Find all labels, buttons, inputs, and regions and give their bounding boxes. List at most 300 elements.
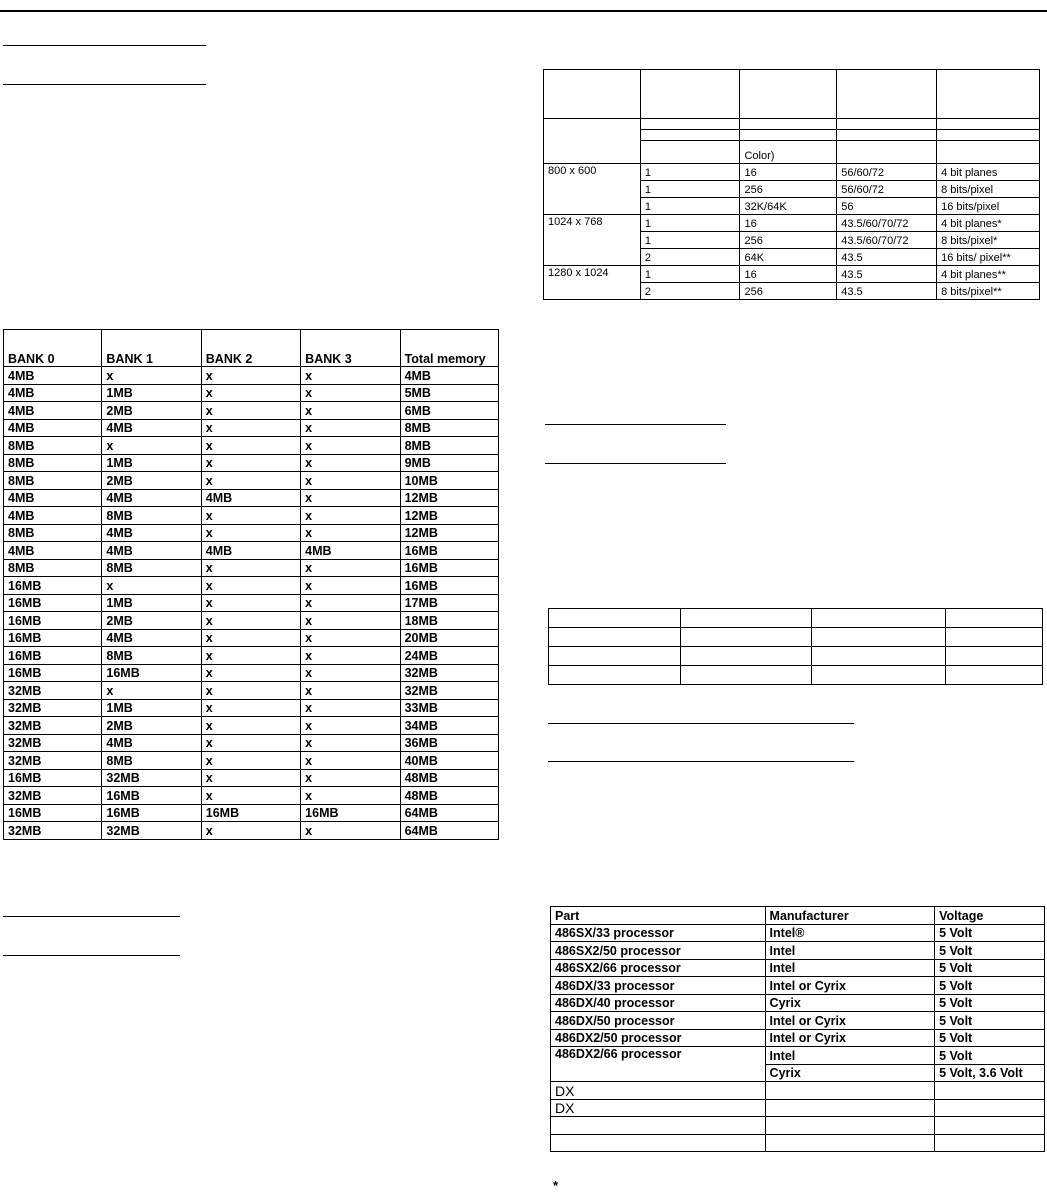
heading-underline	[3, 955, 180, 956]
table-row	[4, 822, 499, 840]
heading-underline	[545, 424, 726, 425]
table-cell: 4 bit planes*	[937, 215, 1040, 232]
color-note: Color)	[740, 141, 837, 164]
table-cell: x	[201, 822, 300, 840]
column-header: Total memory	[400, 330, 498, 367]
table-cell	[640, 130, 740, 141]
table-cell	[740, 70, 837, 119]
table-row	[4, 664, 499, 682]
table-cell: Intel or Cyrix	[765, 1012, 935, 1030]
table-cell: 16MB	[400, 542, 498, 560]
table-cell: x	[301, 769, 400, 787]
table-cell: x	[301, 489, 400, 507]
table-cell: 5 Volt, 3.6 Volt	[935, 1064, 1045, 1082]
table-cell: x	[201, 717, 300, 735]
table-cell: 486SX2/66 processor	[551, 959, 766, 977]
table-cell: 5 Volt	[935, 959, 1045, 977]
table-cell: Intel	[765, 942, 935, 960]
table-cell: 16MB	[301, 804, 400, 822]
table-row	[544, 215, 1040, 232]
table-cell: x	[201, 594, 300, 612]
table-cell: x	[201, 577, 300, 595]
table-cell: x	[201, 419, 300, 437]
table-cell	[549, 628, 681, 647]
table-cell: 32MB	[4, 822, 102, 840]
table-cell: 4MB	[301, 542, 400, 560]
table-cell: 5 Volt	[935, 942, 1045, 960]
table-cell: 32MB	[4, 787, 102, 805]
table-cell: x	[301, 454, 400, 472]
table-cell: x	[201, 559, 300, 577]
table-row	[4, 717, 499, 735]
table-cell: 24MB	[400, 647, 498, 665]
table-cell: 43.5/60/70/72	[837, 232, 937, 249]
table-cell	[837, 119, 937, 130]
table-cell: 16	[740, 266, 837, 283]
table-cell	[946, 609, 1043, 628]
column-header: BANK 1	[102, 330, 201, 367]
table-cell: x	[301, 752, 400, 770]
table-cell	[935, 1099, 1045, 1117]
table-cell: x	[301, 682, 400, 700]
table-row	[544, 164, 1040, 181]
table-cell	[937, 141, 1040, 164]
table-cell: x	[201, 647, 300, 665]
table-cell: 16MB	[400, 559, 498, 577]
table-cell: 4 bit planes	[937, 164, 1040, 181]
table-cell: 256	[740, 181, 837, 198]
table-cell: 18MB	[400, 612, 498, 630]
table-cell: 16	[740, 215, 837, 232]
table-cell: x	[301, 717, 400, 735]
table-cell: 486DX/33 processor	[551, 977, 766, 995]
table-cell: 43.5	[837, 249, 937, 266]
table-cell: x	[301, 647, 400, 665]
table-cell: x	[201, 524, 300, 542]
table-cell: 32MB	[4, 699, 102, 717]
table-cell: 6MB	[400, 402, 498, 420]
table-cell: x	[301, 664, 400, 682]
table-cell	[680, 628, 812, 647]
resolution-cell: 1024 x 768	[544, 215, 641, 266]
table-cell	[837, 141, 937, 164]
table-cell	[640, 119, 740, 130]
table-row	[4, 472, 499, 490]
table-cell: 1MB	[102, 454, 201, 472]
table-row	[4, 734, 499, 752]
table-cell: x	[301, 472, 400, 490]
table-cell: 40MB	[400, 752, 498, 770]
table-cell	[946, 628, 1043, 647]
table-cell: 64MB	[400, 804, 498, 822]
table-cell: 1MB	[102, 699, 201, 717]
table-cell	[549, 609, 681, 628]
table-cell: 4MB	[4, 402, 102, 420]
table-cell: 256	[740, 232, 837, 249]
table-cell: x	[301, 577, 400, 595]
table-cell: Cyrix	[765, 1064, 935, 1082]
table-row	[4, 769, 499, 787]
table-cell: 16 bits/ pixel**	[937, 249, 1040, 266]
table-cell	[935, 1134, 1045, 1152]
table-cell: 4MB	[102, 734, 201, 752]
column-header: BANK 2	[201, 330, 300, 367]
table-cell: 5 Volt	[935, 994, 1045, 1012]
table-cell: 1MB	[102, 594, 201, 612]
table-cell: x	[201, 612, 300, 630]
table-cell: DX	[551, 1099, 766, 1117]
heading-underline	[548, 723, 854, 724]
table-cell: 5 Volt	[935, 1029, 1045, 1047]
table-cell	[680, 666, 812, 685]
table-cell: 16MB	[400, 577, 498, 595]
table-cell: 4MB	[102, 629, 201, 647]
table-row	[4, 594, 499, 612]
table-cell: 8MB	[4, 524, 102, 542]
table-cell: 4MB	[4, 367, 102, 385]
column-header: BANK 0	[4, 330, 102, 367]
page-top-rule	[0, 10, 1047, 12]
table-cell: 64K	[740, 249, 837, 266]
table-cell	[551, 1134, 766, 1152]
table-row	[551, 977, 1045, 995]
table-cell: 32MB	[102, 769, 201, 787]
table-cell	[765, 1117, 935, 1135]
table-cell: 1MB	[102, 384, 201, 402]
table-cell: 56	[837, 198, 937, 215]
table-cell	[812, 666, 946, 685]
table-row	[4, 629, 499, 647]
table-cell: x	[201, 384, 300, 402]
table-cell	[946, 666, 1043, 685]
table-row	[4, 559, 499, 577]
table-row	[4, 787, 499, 805]
table-cell	[812, 647, 946, 666]
table-cell: 1	[640, 232, 740, 249]
table-row	[4, 699, 499, 717]
table-cell: 1	[640, 181, 740, 198]
table-cell: x	[301, 822, 400, 840]
table-cell	[551, 1117, 766, 1135]
table-cell: 56/60/72	[837, 164, 937, 181]
table-cell	[812, 609, 946, 628]
table-row	[551, 1099, 1045, 1117]
table-cell	[680, 647, 812, 666]
table-cell: 16MB	[102, 804, 201, 822]
table-cell: 8MB	[4, 454, 102, 472]
table-cell: 36MB	[400, 734, 498, 752]
table-cell	[937, 119, 1040, 130]
table-row	[4, 507, 499, 525]
table-cell	[544, 70, 641, 119]
table-cell: 8 bits/pixel**	[937, 283, 1040, 300]
table-cell: x	[201, 454, 300, 472]
table-cell: 17MB	[400, 594, 498, 612]
table-cell: x	[301, 612, 400, 630]
table-row	[551, 942, 1045, 960]
table-cell: x	[201, 787, 300, 805]
table-cell: 32MB	[4, 752, 102, 770]
table-cell: 8MB	[4, 437, 102, 455]
table-cell: 8MB	[4, 559, 102, 577]
table-cell: 4MB	[4, 507, 102, 525]
table-cell: 16	[740, 164, 837, 181]
table-cell: 32MB	[400, 682, 498, 700]
table-cell	[765, 1099, 935, 1117]
memory-configuration-table	[3, 329, 499, 840]
table-row	[551, 1012, 1045, 1030]
table-cell: 32K/64K	[740, 198, 837, 215]
table-cell: Intel or Cyrix	[765, 1029, 935, 1047]
table-cell: x	[201, 664, 300, 682]
table-cell: 5MB	[400, 384, 498, 402]
table-cell: 4MB	[102, 542, 201, 560]
table-cell: 10MB	[400, 472, 498, 490]
table-row	[4, 367, 499, 385]
table-row	[549, 647, 1043, 666]
table-cell: x	[301, 559, 400, 577]
table-cell: 12MB	[400, 524, 498, 542]
processor-table	[550, 906, 1045, 1152]
table-cell: x	[201, 734, 300, 752]
table-cell: 8MB	[400, 419, 498, 437]
table-cell	[680, 609, 812, 628]
table-cell: x	[301, 734, 400, 752]
table-cell: x	[301, 629, 400, 647]
table-cell: 4MB	[400, 367, 498, 385]
table-cell: 4MB	[4, 419, 102, 437]
table-row	[4, 524, 499, 542]
table-row	[4, 804, 499, 822]
table-cell	[935, 1082, 1045, 1100]
table-row	[4, 489, 499, 507]
table-row	[549, 628, 1043, 647]
table-cell: x	[301, 384, 400, 402]
heading-underline	[3, 84, 206, 85]
table-row	[551, 959, 1045, 977]
table-cell: DX	[551, 1082, 766, 1100]
table-cell: x	[201, 367, 300, 385]
table-row	[551, 1082, 1045, 1100]
table-row	[4, 577, 499, 595]
table-cell	[937, 70, 1040, 119]
heading-underline	[545, 463, 726, 464]
table-cell: 16MB	[4, 647, 102, 665]
table-row	[551, 924, 1045, 942]
table-cell: Intel®	[765, 924, 935, 942]
table-row	[4, 454, 499, 472]
table-cell: x	[301, 367, 400, 385]
table-cell	[837, 70, 937, 119]
table-cell: 34MB	[400, 717, 498, 735]
table-cell	[640, 70, 740, 119]
table-cell	[549, 666, 681, 685]
table-cell: 16MB	[4, 594, 102, 612]
table-cell: x	[301, 437, 400, 455]
table-cell: x	[201, 769, 300, 787]
table-cell: 486SX2/50 processor	[551, 942, 766, 960]
table-cell: Intel	[765, 959, 935, 977]
table-cell: 8MB	[4, 472, 102, 490]
table-cell: 16MB	[4, 769, 102, 787]
table-cell: 64MB	[400, 822, 498, 840]
table-cell: Cyrix	[765, 994, 935, 1012]
table-cell: x	[102, 367, 201, 385]
table-cell: 2	[640, 283, 740, 300]
table-cell	[544, 119, 641, 164]
table-cell: 1	[640, 266, 740, 283]
table-row	[4, 437, 499, 455]
footnote-mark: *	[553, 1178, 559, 1193]
table-row	[4, 752, 499, 770]
table-cell: 16MB	[4, 629, 102, 647]
table-cell: 4MB	[102, 419, 201, 437]
column-header: Part	[551, 907, 766, 925]
table-row	[544, 119, 1040, 130]
table-row	[551, 1117, 1045, 1135]
table-cell	[765, 1134, 935, 1152]
heading-underline	[3, 45, 206, 46]
table-cell	[640, 141, 740, 164]
table-cell	[937, 130, 1040, 141]
table-cell: 16MB	[4, 804, 102, 822]
table-row	[551, 1029, 1045, 1047]
column-header: Manufacturer	[765, 907, 935, 925]
table-cell: 4MB	[4, 384, 102, 402]
table-row	[4, 402, 499, 420]
table-cell	[946, 647, 1043, 666]
table-cell: 16MB	[4, 577, 102, 595]
table-cell: x	[201, 699, 300, 717]
empty-table	[548, 608, 1043, 685]
table-row	[4, 419, 499, 437]
table-cell	[740, 130, 837, 141]
table-row	[551, 994, 1045, 1012]
table-cell: 20MB	[400, 629, 498, 647]
table-cell	[765, 1082, 935, 1100]
table-cell: 32MB	[4, 717, 102, 735]
table-cell: 16MB	[201, 804, 300, 822]
table-row	[549, 666, 1043, 685]
table-cell	[837, 130, 937, 141]
table-cell: 4MB	[4, 489, 102, 507]
table-cell: 32MB	[102, 822, 201, 840]
table-cell: 2MB	[102, 472, 201, 490]
table-cell: 32MB	[4, 682, 102, 700]
table-cell: x	[301, 507, 400, 525]
table-cell: 1	[640, 215, 740, 232]
table-cell: 2	[640, 249, 740, 266]
table-header-row	[4, 330, 499, 367]
resolution-cell: 800 x 600	[544, 164, 641, 215]
heading-underline	[3, 916, 180, 917]
table-cell: 4MB	[201, 542, 300, 560]
table-cell: x	[201, 437, 300, 455]
table-cell: 12MB	[400, 507, 498, 525]
table-cell	[935, 1117, 1045, 1135]
table-cell	[740, 119, 837, 130]
table-row	[549, 609, 1043, 628]
table-cell: x	[301, 524, 400, 542]
table-row	[551, 1047, 1045, 1065]
table-cell: 5 Volt	[935, 1012, 1045, 1030]
table-header-row	[551, 907, 1045, 925]
table-cell: 9MB	[400, 454, 498, 472]
table-cell: 43.5	[837, 266, 937, 283]
table-cell: x	[201, 402, 300, 420]
table-cell: 48MB	[400, 787, 498, 805]
table-cell: x	[102, 437, 201, 455]
table-cell: 1	[640, 198, 740, 215]
video-modes-table	[543, 69, 1040, 300]
table-row	[4, 682, 499, 700]
table-cell: 16 bits/pixel	[937, 198, 1040, 215]
table-header-row	[544, 70, 1040, 119]
table-cell: x	[301, 594, 400, 612]
table-cell: x	[301, 787, 400, 805]
column-header: BANK 3	[301, 330, 400, 367]
table-cell: 12MB	[400, 489, 498, 507]
table-cell: Intel	[765, 1047, 935, 1065]
table-cell	[549, 647, 681, 666]
table-cell: 4MB	[201, 489, 300, 507]
table-row	[551, 1134, 1045, 1152]
table-cell: 8 bits/pixel	[937, 181, 1040, 198]
table-cell: 56/60/72	[837, 181, 937, 198]
table-cell: x	[102, 682, 201, 700]
table-cell	[812, 628, 946, 647]
table-cell: x	[102, 577, 201, 595]
table-cell: 8MB	[102, 559, 201, 577]
table-cell: 2MB	[102, 717, 201, 735]
table-cell: 4MB	[102, 489, 201, 507]
table-row	[4, 612, 499, 630]
heading-underline	[548, 761, 854, 762]
table-cell: 4MB	[102, 524, 201, 542]
table-cell: 4MB	[4, 542, 102, 560]
table-cell: 8MB	[400, 437, 498, 455]
table-cell: x	[201, 507, 300, 525]
table-cell: 16MB	[102, 787, 201, 805]
table-cell: Intel or Cyrix	[765, 977, 935, 995]
table-cell: x	[201, 472, 300, 490]
table-cell: 2MB	[102, 402, 201, 420]
part-cell: 486DX2/66 processor	[551, 1047, 766, 1082]
table-cell: 4 bit planes**	[937, 266, 1040, 283]
table-cell: 32MB	[400, 664, 498, 682]
table-cell: 8MB	[102, 647, 201, 665]
table-cell: 8 bits/pixel*	[937, 232, 1040, 249]
column-header: Voltage	[935, 907, 1045, 925]
table-cell: 5 Volt	[935, 924, 1045, 942]
table-cell: 1	[640, 164, 740, 181]
table-row	[544, 266, 1040, 283]
table-cell: 256	[740, 283, 837, 300]
table-cell: 16MB	[4, 612, 102, 630]
table-cell: x	[301, 419, 400, 437]
table-cell: 16MB	[102, 664, 201, 682]
table-cell: x	[301, 402, 400, 420]
table-cell: 486DX2/50 processor	[551, 1029, 766, 1047]
table-cell: x	[201, 629, 300, 647]
table-cell: x	[201, 752, 300, 770]
table-cell: 5 Volt	[935, 977, 1045, 995]
table-cell: 486SX/33 processor	[551, 924, 766, 942]
table-cell: 8MB	[102, 507, 201, 525]
table-cell: 43.5/60/70/72	[837, 215, 937, 232]
table-row	[4, 542, 499, 560]
table-cell: 32MB	[4, 734, 102, 752]
